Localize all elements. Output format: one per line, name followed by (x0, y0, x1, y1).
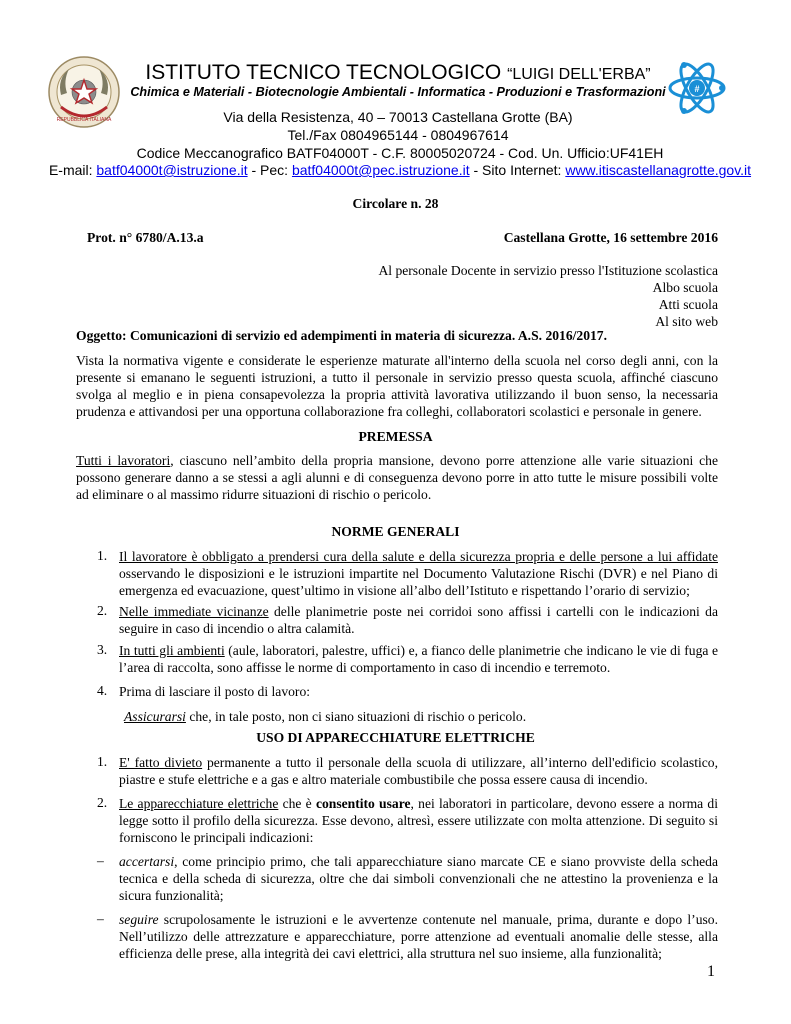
norme-item-lead: In tutti gli ambienti (119, 643, 225, 658)
elettriche-item-bold: consentito usare (315, 796, 411, 811)
recipients (378, 262, 718, 330)
premessa-line: ad eliminare o al massimo ridurre situazioni di rischio o pericolo. (76, 487, 432, 502)
seal-text: REPUBBLICA ITALIANA (56, 117, 112, 123)
norme-item-1 (119, 548, 718, 599)
school-phone: Tel./Fax 0804965144 - 0804967614 (287, 127, 509, 143)
elettriche-item-rest: permanente a tutto il personale della scuola di utilizzare, all’interno dell'edificio scolastico, (202, 755, 718, 770)
list-number: 2. (97, 795, 108, 810)
email-label: E-mail: (48, 162, 97, 178)
norme-item-line (119, 642, 718, 659)
intro-line: svolga al meglio e in piena consapevolezza la propria attività lavorativa utilizzando il buon senso, la necessaria (76, 387, 718, 402)
pec-label: - Pec: (247, 162, 292, 178)
norme-item-3 (119, 642, 718, 676)
intro-paragraph (76, 352, 718, 420)
contacts-line (40, 162, 760, 178)
intro-line: prudenza e attivandosi per una opportuna collaborazione fra colleghi, collaboratori scolastici e personale in genere. (76, 404, 702, 419)
recipient-line: Al sito web (655, 314, 718, 329)
dash-line: sicura funzionalità; (119, 888, 224, 903)
recipient-line: Atti scuola (658, 297, 718, 312)
premessa-heading: PREMESSA (358, 429, 433, 444)
norme-item-line (119, 603, 718, 620)
atom-school-logo-icon (666, 57, 728, 119)
intro-line: Vista la normativa vigente e considerate le esperienze maturate all'interno della scuola nel corso degli anni, con la (76, 353, 718, 368)
elettriche-dash-2 (119, 911, 718, 962)
dash-lead: seguire (119, 912, 159, 927)
dash-line: tecnica e della scheda di sicurezza, oltre che dai simboli convenzionali che ne attestino la provenienza e la (119, 871, 718, 886)
premessa-lead: Tutti i lavoratori (76, 453, 171, 468)
elettriche-item-mid: che è (278, 796, 316, 811)
elettriche-heading: USO DI APPARECCHIATURE ELETTRICHE (256, 730, 535, 745)
elettriche-item-rest: , nei laboratori in particolare, devono essere a norma di (410, 796, 718, 811)
norme-item-lead: Nelle immediate vicinanze (119, 604, 269, 619)
list-number: 4. (97, 683, 108, 698)
elettriche-item-line: piastre e stufe elettriche e a gas e altro materiale combustibile che possa essere causa di incendio. (119, 772, 648, 787)
elettriche-item-line (119, 795, 718, 812)
elettriche-item-line: legge sotto il profilo della sicurezza. Esse devono, altresì, essere utilizzate con molta attenzione. Di seguito si (119, 813, 718, 828)
page-number: 1 (707, 963, 715, 980)
norme-item-4: Prima di lasciare il posto di lavoro: (119, 684, 311, 699)
school-name-quote: “LUIGI DELL'ERBA” (507, 66, 651, 83)
dash-bullet: – (97, 911, 104, 926)
intro-line: presente si emanano le seguenti istruzioni, a tutto il personale in servizio presso questa scuola, affinché ciascuno (76, 370, 718, 385)
list-number: 3. (97, 642, 108, 657)
elettriche-item-line (119, 754, 718, 771)
norme-item-rest: delle planimetrie poste nei corridoi sono affissi i cartelli con le indicazioni da (268, 604, 718, 619)
pec-link[interactable]: batf04000t@pec.istruzione.it (291, 162, 470, 178)
list-number: 2. (97, 603, 108, 618)
assicurarsi-rest: che, in tale posto, non ci siano situazioni di rischio o pericolo. (185, 709, 527, 724)
assicurarsi-lead: Assicurarsi (124, 709, 186, 724)
norme-item-line: seguire in caso di incendio o altra calamità. (119, 621, 355, 636)
premessa-paragraph (76, 452, 718, 503)
dash-rest: scrupolosamente le istruzioni e le avvertenze contenute nel manuale, prima, durante e dopo l’uso. (158, 912, 718, 927)
svg-text:#: # (694, 84, 700, 94)
norme-heading: NORME GENERALI (331, 524, 460, 539)
norme-item-line (119, 548, 718, 565)
norme-item-2 (119, 603, 718, 637)
dash-line (119, 853, 718, 870)
premessa-line: possono generare danno a se stessi a agli alunni e di conseguenza devono porre in atto tutte le misure possibili volte (76, 470, 718, 485)
dash-line: efficienza delle prese, alla integrità dei cavi elettrici, alla struttura nel suo insieme, alla funzionalità; (119, 946, 662, 961)
elettriche-item-lead: E' fatto divieto (119, 755, 203, 770)
premessa-line1-rest: , ciascuno nell’ambito della propria mansione, devono porre attenzione alle varie situazioni che (170, 453, 718, 468)
dash-bullet: – (97, 853, 104, 868)
school-name-main: ISTITUTO TECNICO TECNOLOGICO (145, 61, 502, 84)
elettriche-item-1 (119, 754, 718, 788)
list-number: 1. (97, 754, 108, 769)
elettriche-item-2 (119, 795, 718, 846)
protocol-number: Prot. n° 6780/A.13.a (87, 230, 204, 245)
school-address: Via della Resistenza, 40 – 70013 Castellana Grotte (BA) (223, 109, 573, 125)
site-link[interactable]: www.itiscastellanagrotte.gov.it (565, 162, 752, 178)
elettriche-item-line: forniscono le principali indicazioni: (119, 830, 314, 845)
norme-item-lead: Il lavoratore è obbligato a prendersi cura della salute e della sicurezza propria e delle persone a lui affidate (119, 549, 718, 564)
dash-line: Nell’utilizzo delle attrezzature e apparecchiature, porre attenzione ad eventuali anomalie delle stesse, alla (119, 929, 718, 944)
norme-item-line: emergenza ed evacuazione, quest’ultimo in visione all’albo dell’Istituto e rispettando l’orario di servizio; (119, 583, 690, 598)
list-number: 1. (97, 548, 108, 563)
norme-item-line: l’area di raccolta, sono affisse le norme di comportamento in caso di incendio e terremoto. (119, 660, 611, 675)
email-link[interactable]: batf04000t@istruzione.it (96, 162, 248, 178)
school-codes: Codice Meccanografico BATF04000T - C.F. 80005020724 - Cod. Un. Ufficio:UF41EH (136, 145, 664, 161)
dash-rest: , come principio primo, che tali apparecchiature siano marcate CE e siano provviste della scheda (174, 854, 718, 869)
norme-item-rest: (aule, laboratori, palestre, uffici) e, a fianco delle planimetrie che indicano le vie di fuga e (224, 643, 718, 658)
dash-line (119, 911, 718, 928)
dash-lead: accertarsi (119, 854, 175, 869)
elettriche-dash-1 (119, 853, 718, 904)
subject-line: Oggetto: Comunicazioni di servizio ed adempimenti in materia di sicurezza. A.S. 2016/2017. (76, 328, 607, 343)
italian-republic-emblem-icon (47, 55, 121, 129)
school-name (128, 61, 668, 87)
norme-item-line: osservando le disposizioni e le istruzioni impartite nel Documento Valutazione Rischi (DVR) e nel Piano di (119, 566, 718, 581)
assicurarsi-line (124, 708, 718, 725)
school-subtitle: Chimica e Materiali - Biotecnologie Ambientali - Informatica - Produzioni e Trasformazioni (130, 85, 666, 99)
site-label: - Sito Internet: (469, 162, 566, 178)
elettriche-item-lead: Le apparecchiature elettriche (119, 796, 279, 811)
place-date: Castellana Grotte, 16 settembre 2016 (503, 230, 718, 245)
recipient-line: Al personale Docente in servizio presso l'Istituzione scolastica (378, 263, 718, 278)
recipient-line: Albo scuola (652, 280, 718, 295)
circolare-number: Circolare n. 28 (352, 196, 439, 211)
premessa-line (76, 452, 718, 469)
